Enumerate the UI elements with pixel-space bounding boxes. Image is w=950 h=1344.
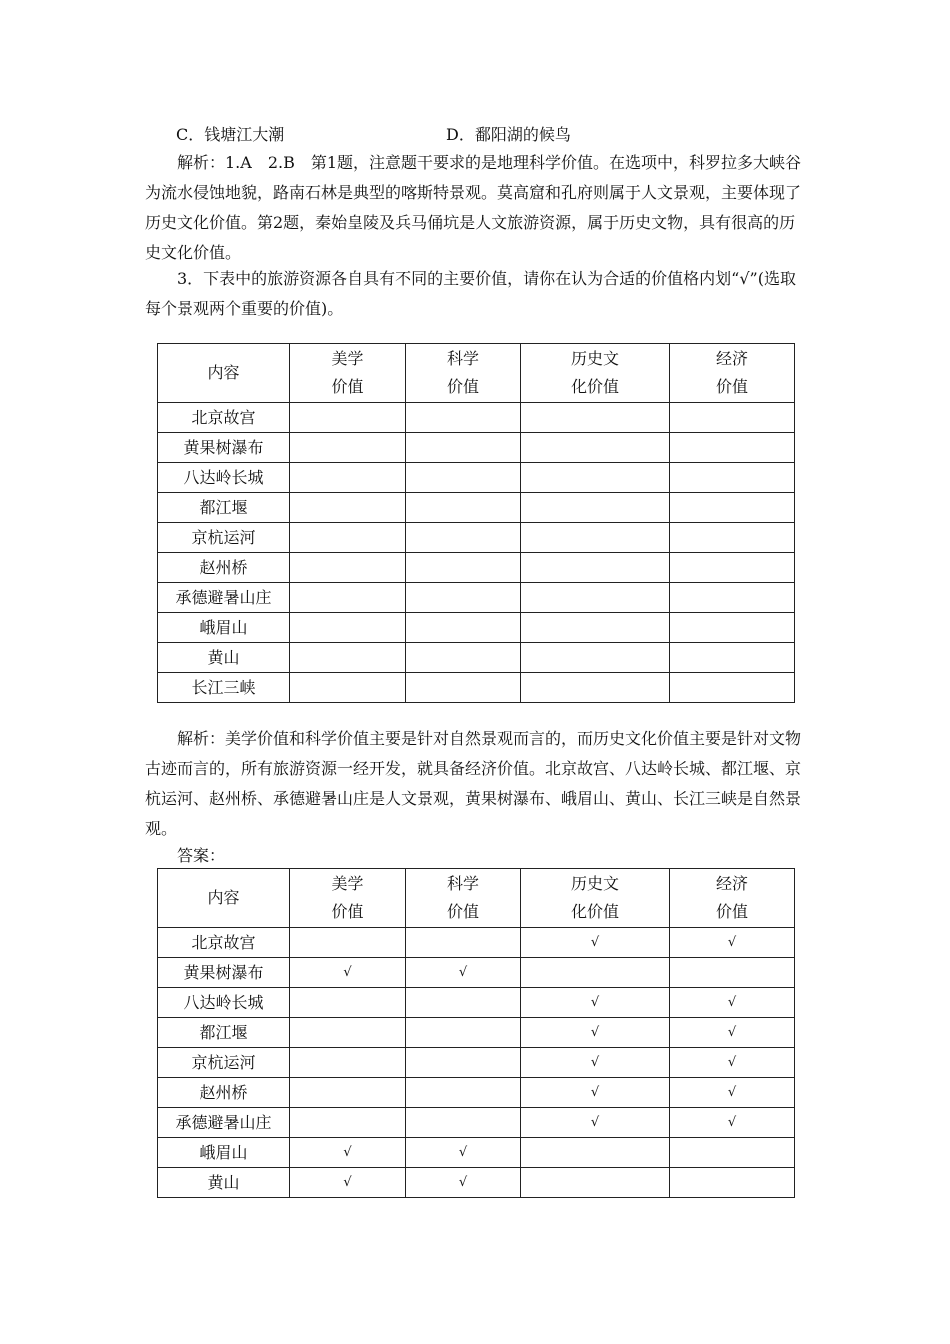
value-cell <box>406 463 521 493</box>
check-mark-cell <box>406 1018 521 1048</box>
check-mark-cell <box>290 1018 406 1048</box>
value-cell <box>521 493 670 523</box>
table-row <box>158 1168 795 1198</box>
check-mark-cell: √ <box>670 928 795 958</box>
scenic-name-cell: 八达岭长城 <box>158 988 290 1018</box>
value-cell <box>670 583 795 613</box>
question-table-header-cell <box>521 344 670 403</box>
check-mark-cell: √ <box>290 1168 406 1198</box>
question-table-header-label: 历史文 化价值 <box>570 349 619 396</box>
check-mark-cell: √ <box>670 1048 795 1078</box>
value-cell <box>670 403 795 433</box>
scenic-name-cell: 京杭运河 <box>158 523 290 553</box>
value-cell <box>406 403 521 433</box>
table-row <box>158 613 795 643</box>
question-table <box>157 343 795 703</box>
value-cell <box>521 613 670 643</box>
answer-table-header-cell <box>158 869 290 928</box>
scenic-name-cell: 承德避暑山庄 <box>158 1108 290 1138</box>
value-cell <box>670 493 795 523</box>
scenic-name-cell: 都江堰 <box>158 493 290 523</box>
scenic-name-cell: 黄果树瀑布 <box>158 433 290 463</box>
check-mark-cell: √ <box>521 988 670 1018</box>
scenic-name-cell: 都江堰 <box>158 1018 290 1048</box>
value-cell <box>290 553 406 583</box>
answer-table-header-cell <box>406 869 521 928</box>
value-cell <box>406 643 521 673</box>
value-cell <box>670 553 795 583</box>
scenic-name-cell: 北京故宫 <box>158 403 290 433</box>
check-mark-cell: √ <box>406 1138 521 1168</box>
answer-table-header-label: 科学 价值 <box>446 874 479 921</box>
check-mark-cell <box>290 1108 406 1138</box>
question-table-header-cell <box>670 344 795 403</box>
check-mark-cell <box>521 1138 670 1168</box>
check-mark-cell: √ <box>406 1168 521 1198</box>
table-row <box>158 493 795 523</box>
scenic-name-cell: 京杭运河 <box>158 1048 290 1078</box>
value-cell <box>521 553 670 583</box>
question-table-header-cell <box>158 344 290 403</box>
check-mark-cell <box>406 988 521 1018</box>
table-row <box>158 1018 795 1048</box>
value-cell <box>670 613 795 643</box>
check-mark-cell <box>290 1078 406 1108</box>
question-table-header-label: 美学 价值 <box>331 349 364 396</box>
question-table-header-label: 内容 <box>207 363 240 382</box>
value-cell <box>670 673 795 703</box>
scenic-name-cell: 北京故宫 <box>158 928 290 958</box>
check-mark-cell: √ <box>521 1018 670 1048</box>
value-cell <box>521 463 670 493</box>
scenic-name-cell: 承德避暑山庄 <box>158 583 290 613</box>
value-cell <box>290 643 406 673</box>
table-row <box>158 403 795 433</box>
check-mark-cell <box>521 958 670 988</box>
table-row <box>158 928 795 958</box>
table-row <box>158 1138 795 1168</box>
answer-table-header-label: 美学 价值 <box>331 874 364 921</box>
value-cell <box>290 493 406 523</box>
scenic-name-cell: 赵州桥 <box>158 1078 290 1108</box>
table-row <box>158 958 795 988</box>
check-mark-cell: √ <box>521 928 670 958</box>
answer-table-header-cell <box>670 869 795 928</box>
value-cell <box>670 523 795 553</box>
table-row <box>158 583 795 613</box>
check-mark-cell: √ <box>670 988 795 1018</box>
value-cell <box>406 553 521 583</box>
value-cell <box>521 523 670 553</box>
value-cell <box>670 433 795 463</box>
scenic-name-cell: 黄山 <box>158 643 290 673</box>
table-row <box>158 1078 795 1108</box>
answer-table-header-cell <box>521 869 670 928</box>
answer-label: 答案： <box>177 846 226 865</box>
check-mark-cell <box>290 928 406 958</box>
table-row <box>158 988 795 1018</box>
check-mark-cell: √ <box>290 1138 406 1168</box>
answer-table-header-cell <box>290 869 406 928</box>
value-cell <box>406 673 521 703</box>
question-3: 3．下表中的旅游资源各自具有不同的主要价值，请你在认为合适的价值格内划“√”(选取每个景观两个重要的价值)。 <box>145 269 796 318</box>
scenic-name-cell: 八达岭长城 <box>158 463 290 493</box>
value-cell <box>521 643 670 673</box>
value-cell <box>521 433 670 463</box>
check-mark-cell: √ <box>670 1018 795 1048</box>
answer-table-header-label: 内容 <box>207 888 240 907</box>
scenic-name-cell: 峨眉山 <box>158 613 290 643</box>
check-mark-cell <box>521 1168 670 1198</box>
check-mark-cell: √ <box>290 958 406 988</box>
check-mark-cell <box>290 988 406 1018</box>
option-d: D．鄱阳湖的候鸟 <box>446 125 571 144</box>
value-cell <box>290 403 406 433</box>
table-row <box>158 1108 795 1138</box>
scenic-name-cell: 黄山 <box>158 1168 290 1198</box>
value-cell <box>406 493 521 523</box>
value-cell <box>521 403 670 433</box>
value-cell <box>406 583 521 613</box>
value-cell <box>521 673 670 703</box>
table-row <box>158 673 795 703</box>
value-cell <box>521 583 670 613</box>
scenic-name-cell: 峨眉山 <box>158 1138 290 1168</box>
question-table-header-cell <box>406 344 521 403</box>
check-mark-cell <box>670 1168 795 1198</box>
value-cell <box>406 613 521 643</box>
value-cell <box>406 523 521 553</box>
table-row <box>158 433 795 463</box>
check-mark-cell <box>406 1108 521 1138</box>
table-row <box>158 463 795 493</box>
table-row <box>158 523 795 553</box>
value-cell <box>290 613 406 643</box>
question-table-header-label: 经济 价值 <box>715 349 748 396</box>
value-cell <box>670 643 795 673</box>
value-cell <box>670 463 795 493</box>
table-row <box>158 643 795 673</box>
value-cell <box>406 433 521 463</box>
analysis-q3: 解析：美学价值和科学价值主要是针对自然景观而言的，而历史文化价值主要是针对文物古迹而言的，所有旅游资源一经开发，就具备经济价值。北京故宫、八达岭长城、都江堰、京杭运河、赵州桥、承德避暑山庄是人文景观，黄果树瀑布、峨眉山、黄山、长江三峡是自然景观。 <box>145 729 802 838</box>
table-row <box>158 1048 795 1078</box>
answer-table-header-label: 经济 价值 <box>715 874 748 921</box>
answer-table-header-label: 历史文 化价值 <box>570 874 619 921</box>
question-table-header-cell <box>290 344 406 403</box>
check-mark-cell <box>670 1138 795 1168</box>
value-cell <box>290 523 406 553</box>
answer-table <box>157 868 795 1198</box>
check-mark-cell <box>670 958 795 988</box>
check-mark-cell: √ <box>521 1078 670 1108</box>
check-mark-cell: √ <box>670 1108 795 1138</box>
value-cell <box>290 673 406 703</box>
analysis-q1-q2: 解析：1.A 2.B 第1题，注意题干要求的是地理科学价值。在选项中，科罗拉多大峡谷为流水侵蚀地貌，路南石林是典型的喀斯特景观。莫高窟和孔府则属于人文景观，主要体现了历史文化价值。第2题，秦始皇陵及兵马俑坑是人文旅游资源，属于历史文物，具有很高的历史文化价值。 <box>145 153 802 262</box>
check-mark-cell <box>406 928 521 958</box>
check-mark-cell <box>290 1048 406 1078</box>
value-cell <box>290 583 406 613</box>
check-mark-cell <box>406 1048 521 1078</box>
scenic-name-cell: 赵州桥 <box>158 553 290 583</box>
check-mark-cell: √ <box>521 1108 670 1138</box>
value-cell <box>290 463 406 493</box>
table-row <box>158 553 795 583</box>
check-mark-cell: √ <box>670 1078 795 1108</box>
check-mark-cell: √ <box>406 958 521 988</box>
answer-table-header-row <box>158 869 795 928</box>
scenic-name-cell: 黄果树瀑布 <box>158 958 290 988</box>
scenic-name-cell: 长江三峡 <box>158 673 290 703</box>
question-table-header-row <box>158 344 795 403</box>
check-mark-cell <box>406 1078 521 1108</box>
value-cell <box>290 433 406 463</box>
question-table-header-label: 科学 价值 <box>446 349 479 396</box>
option-c: C．钱塘江大潮 <box>176 125 285 144</box>
check-mark-cell: √ <box>521 1048 670 1078</box>
